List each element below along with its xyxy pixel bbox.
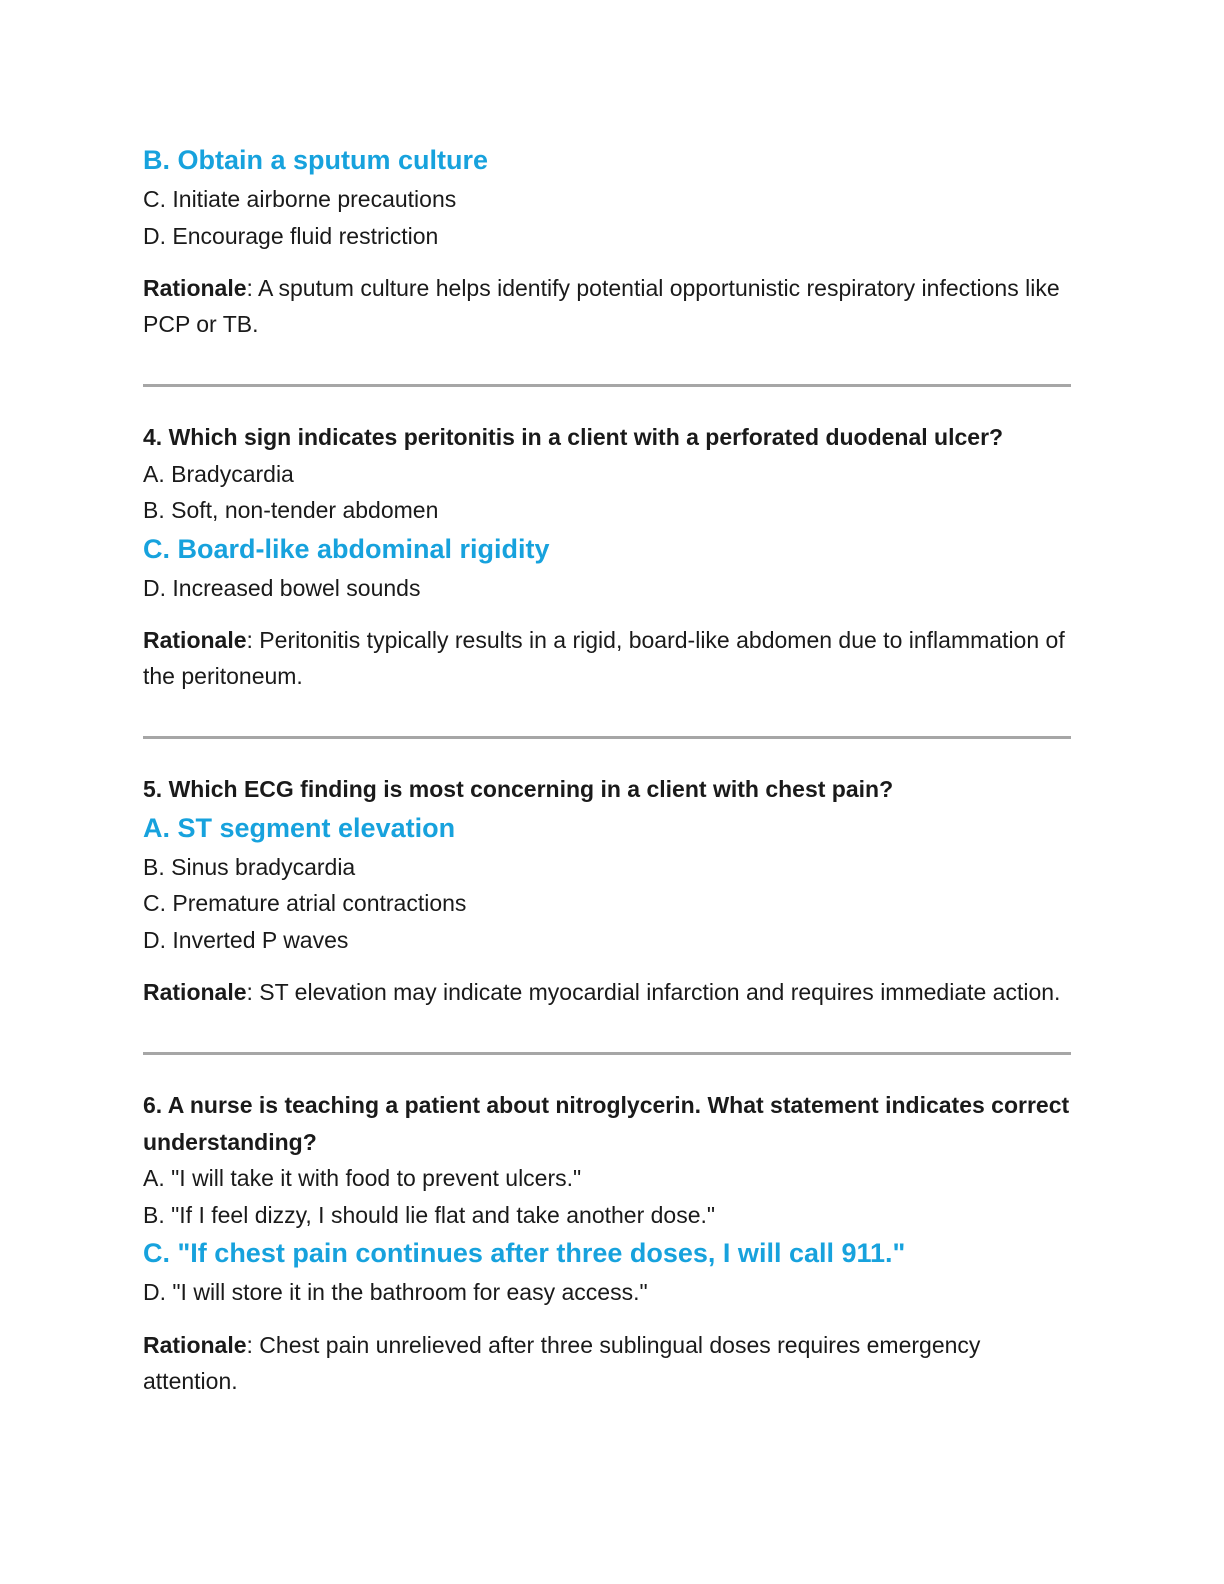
- rationale-text: : ST elevation may indicate myocardial infarction and requires immediate action.: [246, 979, 1061, 1005]
- rationale-text: : Peritonitis typically results in a rigid, board-like abdomen due to inflammation of the peritoneum.: [143, 627, 1065, 689]
- question-4-text: 4. Which sign indicates peritonitis in a client with a perforated duodenal ulcer?: [143, 424, 1004, 450]
- rationale-label: Rationale: [143, 627, 247, 653]
- option-d: D. Encourage fluid restriction: [143, 222, 439, 249]
- option-d: D. "I will store it in the bathroom for easy access.": [143, 1279, 648, 1305]
- option-c: C. Premature atrial contractions: [143, 890, 467, 916]
- option-b: B. Soft, non-tender abdomen: [143, 497, 439, 523]
- section-divider: [143, 736, 1071, 739]
- question-6: [143, 1087, 1071, 1399]
- rationale: [143, 622, 1071, 694]
- option-a: A. "I will take it with food to prevent ulcers.": [143, 1165, 582, 1191]
- document-page: [143, 140, 1071, 1399]
- question-6-text: 6. A nurse is teaching a patient about nitroglycerin. What statement indicates correct understanding?: [143, 1092, 1070, 1155]
- rationale-text: : Chest pain unrelieved after three sublingual doses requires emergency attention.: [143, 1331, 981, 1394]
- option-b-correct: B. Obtain a sputum culture: [143, 145, 489, 175]
- section-divider: [143, 1052, 1071, 1055]
- rationale: [143, 1327, 1071, 1399]
- option-b: B. Sinus bradycardia: [143, 853, 356, 880]
- question-4: [143, 419, 1071, 694]
- option-b: B. "If I feel dizzy, I should lie flat and take another dose.": [143, 1201, 716, 1228]
- option-a-correct: A. ST segment elevation: [143, 812, 456, 843]
- option-d: D. Increased bowel sounds: [143, 574, 421, 601]
- section-divider: [143, 384, 1071, 387]
- rationale-label: Rationale: [143, 275, 247, 301]
- option-d: D. Inverted P waves: [143, 926, 349, 953]
- rationale: [143, 270, 1071, 342]
- question-3-continued: [143, 140, 1071, 342]
- rationale-label: Rationale: [143, 979, 247, 1005]
- rationale-text: : A sputum culture helps identify potential opportunistic respiratory infections like PCP or TB.: [143, 275, 1060, 337]
- option-a: A. Bradycardia: [143, 460, 294, 487]
- rationale-label: Rationale: [143, 1331, 247, 1358]
- option-c-correct: C. Board-like abdominal rigidity: [143, 533, 550, 564]
- question-5: [143, 771, 1071, 1010]
- rationale: [143, 974, 1071, 1010]
- option-c: C. Initiate airborne precautions: [143, 186, 457, 212]
- question-5-text: 5. Which ECG finding is most concerning in a client with chest pain?: [143, 776, 894, 802]
- option-c-correct: C. "If chest pain continues after three doses, I will call 911.": [143, 1238, 906, 1268]
